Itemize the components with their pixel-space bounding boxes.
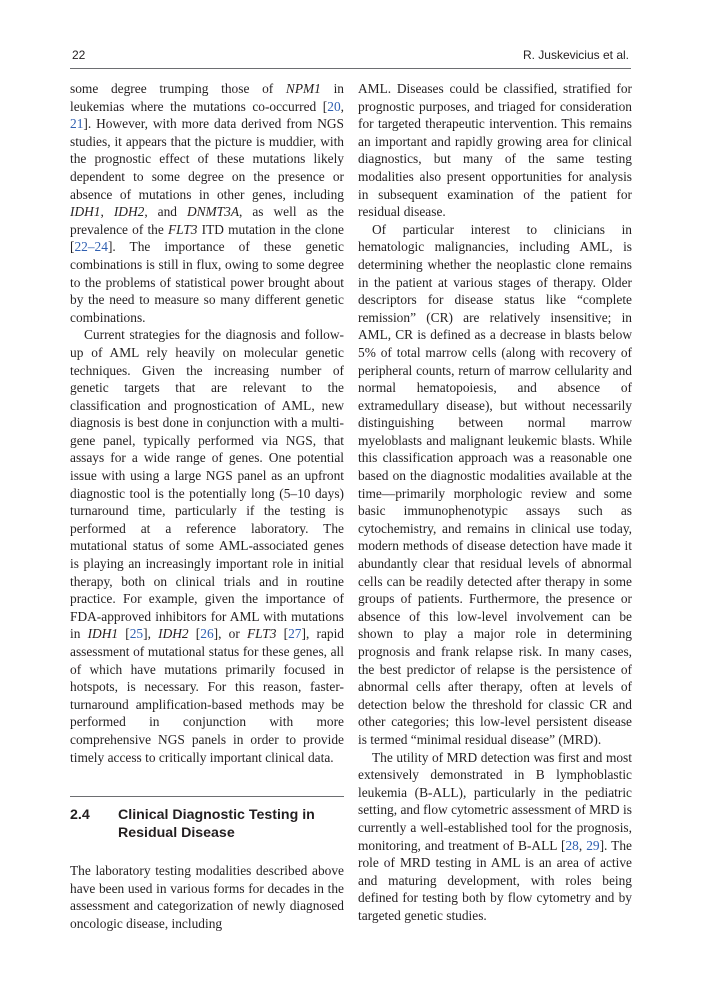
citation-link[interactable]: 29 [586,837,600,853]
gene-name: NPM1 [285,81,321,96]
paragraph: Current strategies for the diagnosis and follow-up of AML rely heavily on molecular genetic techniques. Given the increasing number of genetic targets that are relevant to the classification and prognostication of AML, new diagnosis is best done in conjunction with a multi-gene panel, typically performed via NGS, that assays for a wide range of genes. One potential issue with using a large NGS panel as an upfront diagnostic tool is the potentially long (5–10 days) turnaround time, particularly if the testing is performed at a reference laboratory. The mutational status of some AML-associated genes is playing an increasingly important role in initial therapy, both on clinical trials and in routine practice. For example, given the importance of FDA-approved inhibitors for AML with mutations in IDH1 [25], IDH2 [26], or FLT3 [27], rapid assessment of mutational status for these genes, all of which have mutations primarily focused in hotspots, is necessary. For this reason, faster-turnaround amplification-based methods may be performed in conjunction with more comprehensive NGS panels in order to provide timely access to critically important clinical data. [70,327,344,765]
citation-link[interactable]: 25 [129,626,144,642]
citation-link[interactable]: 22–24 [74,239,108,255]
section-heading [70,806,344,842]
citation-link[interactable]: 28 [565,837,579,853]
gene-name: FLT3 [167,221,198,237]
running-head: R. Juskevicius et al. [522,48,629,62]
paragraph: The laboratory testing modalities described above have been used in various forms for decades in the assessment and categorization of newly diagnosed oncologic disease, including [70,863,344,931]
citation-link[interactable]: 20 [327,98,341,114]
paragraph: The utility of MRD detection was first and most extensively demonstrated in B lymphoblastic leukemia (B-ALL), particularly in the pediatric setting, and flow cytometric assessment of MRD is currently a well-established tool for the prognosis, monitoring, and treatment of B-ALL [28, 29]. The role of MRD testing in AML is an area of active and maturing development, with roles being defined for testing both by flow cytometry and by targeted genetic studies. [358,749,633,923]
section-rule [70,796,344,797]
gene-name: DNMT3A [186,204,240,220]
left-column [70,80,344,933]
citation-link[interactable]: 27 [288,626,302,642]
gene-name: IDH1 [70,204,101,220]
gene-name: FLT3 [246,626,277,642]
section-number: 2.4 [70,807,90,824]
paragraph: some degree trumping those of NPM1 in leukemias where the mutations co-occurred [20, 21]. However, with more data derived from NGS studies, it appears that the picture is muddier, with the prognostic effect of these mutations likely dependent to some degree on the presence or absence of mutations in other genes, including IDH1, IDH2, and DNMT3A, as well as the prevalence of the FLT3 ITD mutation in the clone [22–24]. The importance of these genetic combinations is still in flux, owing to some degree to the problems of statistical power brought about by the need to measure so many different genetic combinations. [70,81,344,325]
citation-link[interactable]: 26 [200,626,214,642]
gene-name: IDH2 [113,204,145,220]
gene-name: IDH2 [158,626,189,642]
right-column [358,80,632,925]
paragraph: AML. Diseases could be classified, stratified for prognostic purposes, and triaged for consideration for targeted therapeutic intervention. This remains an important and rapidly growing area for clinical diagnostics, but many of the same testing modalities also present opportunities for analysis in subsequent examination of the patient for residual disease. [358,81,632,220]
paragraph: Of particular interest to clinicians in hematologic malignancies, including AML, is determining whether the neoplastic clone remains in the patient at various stages of therapy. Older descriptors for disease status like “complete remission” (CR) are relatively insensitive; in AML, CR is defined as a decrease in blasts below 5% of total marrow cells (along with recovery of peripheral counts, return of marrow cellularity and normal hematopoiesis, and absence of extramedullary disease), but without necessarily distinguishing between normal marrow myeloblasts and malignant leukemic blasts. While this classification approach was a reasonable one based on the diagnostic modalities available at the time—primarily morphologic review and some basic immunophenotypic assays such as cytochemistry, and remains in clinical use today, modern methods of disease detection have made it abundantly clear that residual levels of abnormal cells can be readily detected after therapy in some groups of patients. Furthermore, the presence or absence of this low-level involvement can be shown to play a major role in determining prognosis and frank relapse risk. In many cases, the best predictor of relapse is the persistence of abnormal cells after therapy, often at levels of detection below the threshold for classic CR and other categories; this low-level persistent disease is termed “minimal residual disease” (MRD). [358,221,632,747]
header-rule [70,68,631,69]
page-number: 22 [72,48,86,62]
gene-name: IDH1 [87,626,119,642]
section-title: Clinical Diagnostic Testing in Residual Disease [118,807,315,842]
citation-link[interactable]: 21 [70,116,84,132]
